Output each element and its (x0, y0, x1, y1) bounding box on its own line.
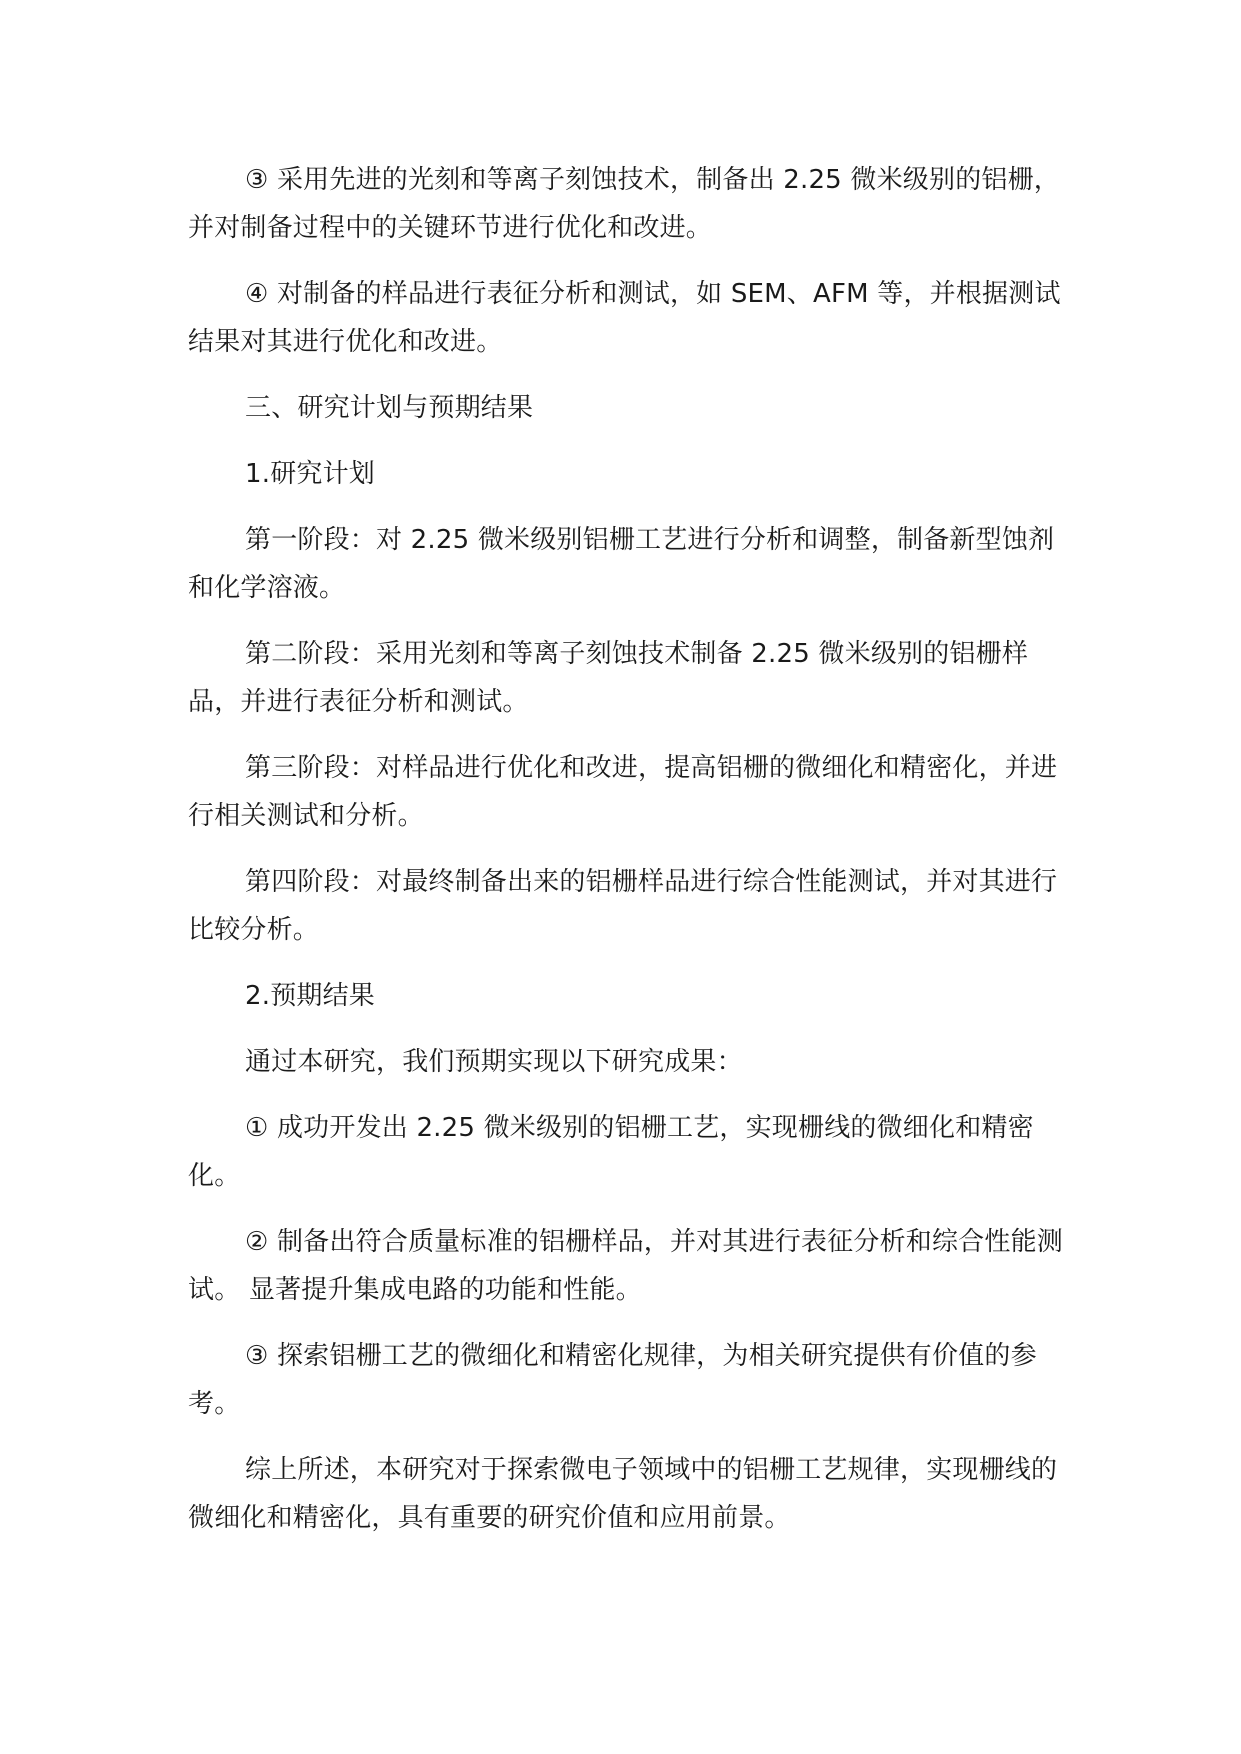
paragraph-stage-4: 第四阶段：对最终制备出来的铝栅样品进行综合性能测试，并对其进行比较分析。 (188, 867, 1058, 945)
paragraph-result-2: ② 制备出符合质量标准的铝栅样品，并对其进行表征分析和综合性能测试。 显著提升集成电路的功能和性能。 (188, 1227, 1063, 1305)
paragraph-stage-3: 第三阶段：对样品进行优化和改进，提高铝栅的微细化和精密化，并进行相关测试和分析。 (188, 753, 1058, 831)
subheading-research-plan: 1.研究计划 (245, 459, 376, 489)
paragraph-result-1: ① 成功开发出 2.25 微米级别的铝栅工艺，实现栅线的微细化和精密化。 (188, 1113, 1034, 1191)
subheading-expected-results: 2.预期结果 (245, 981, 376, 1011)
paragraph-stage-2: 第二阶段：采用光刻和等离子刻蚀技术制备 2.25 微米级别的铝栅样品，并进行表征分析和测试。 (188, 639, 1029, 717)
paragraph-method-3: ③ 采用先进的光刻和等离子刻蚀技术，制备出 2.25 微米级别的铝栅，并对制备过程中的关键环节进行优化和改进。 (188, 165, 1060, 243)
paragraph-conclusion: 综上所述，本研究对于探索微电子领域中的铝栅工艺规律，实现栅线的微细化和精密化，具有重要的研究价值和应用前景。 (188, 1455, 1058, 1533)
paragraph-results-intro: 通过本研究，我们预期实现以下研究成果： (245, 1047, 743, 1077)
section-heading-plan-results: 三、研究计划与预期结果 (245, 393, 534, 423)
paragraph-method-4: ④ 对制备的样品进行表征分析和测试，如 SEM、AFM 等，并根据测试结果对其进行优化和改进。 (188, 279, 1061, 357)
paragraph-stage-1: 第一阶段：对 2.25 微米级别铝栅工艺进行分析和调整，制备新型蚀剂和化学溶液。 (188, 525, 1055, 603)
document-page (188, 156, 1068, 1560)
paragraph-result-3: ③ 探索铝栅工艺的微细化和精密化规律，为相关研究提供有价值的参考。 (188, 1341, 1037, 1419)
